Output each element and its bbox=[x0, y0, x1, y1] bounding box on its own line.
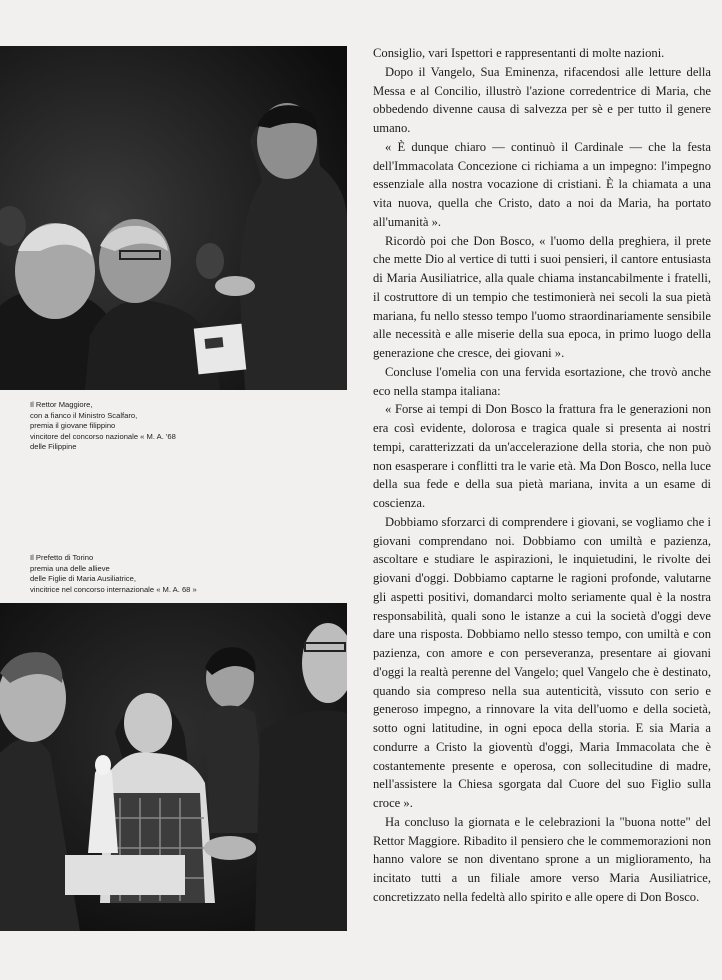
caption-line: premia una delle allieve bbox=[30, 563, 110, 573]
paragraph: Dobbiamo sforzarci di comprendere i giovani, se vogliamo che i giovani comprendano noi. Dobbiamo con umiltà e pazienza, ascoltare e studiare le aspirazioni, le inquietudini, le rivolte dei giovani d'oggi. Dobbiamo captarne le ragioni profonde, valutarne gli aspetti positivi, domandarci molto seriamente qual è la nostra responsabilità, quali sono le istanze a cui la società d'oggi deve dare una risposta. Dobbiamo nello stesso tempo, con umiltà e con pazienza, con amore e con perseveranza, presentare ai giovani d'oggi la realtà perenne del Vangelo; quel Vangelo che è destinato, quando sia compreso nella sua autenticità, vissuto con serio e generoso impegno, a rinnovare la vita dell'uomo e della società, sotto ogni latitudine, in ogni epoca della storia. E sia Maria a condurre a Cristo la gioventù d'oggi, Maria Immacolata che è costantemente presente e operosa, con sollecitudine di madre, nell'assistere la Chiesa sgorgata dal Cuore del suo Figlio sulla croce ». bbox=[373, 514, 711, 810]
caption-line: delle Filippine bbox=[30, 442, 77, 452]
award-ceremony-photo-icon bbox=[0, 603, 347, 931]
caption-line: Il Rettor Maggiore, bbox=[30, 400, 93, 409]
top-photo bbox=[0, 46, 347, 390]
caption-line: delle Figlie di Maria Ausiliatrice, bbox=[30, 574, 136, 584]
bottom-photo bbox=[0, 603, 347, 931]
paragraph: Consiglio, vari Ispettori e rappresentanti di molte nazioni. bbox=[373, 46, 665, 60]
caption-line: con a fianco il Ministro Scalfaro, bbox=[30, 410, 138, 420]
caption-line: vincitore del concorso nazionale « M. A. '68 bbox=[30, 431, 176, 441]
bottom-caption bbox=[30, 553, 197, 595]
top-caption bbox=[30, 400, 176, 453]
paragraph: « Forse ai tempi di Don Bosco la frattura fra le generazioni non era così evidente, dolorosa e tragica quale si presenta ai nostri tempi, caratterizzati da un'accelerazione della storia, che non può non esasperare i conflitti tra le varie età. Ma Don Bosco, nella luce della sua fede e della sua pietà mariana, invita a un esame di coscienza. bbox=[373, 402, 711, 510]
paragraph: « È dunque chiaro — continuò il Cardinale — che la festa dell'Immacolata Concezione ci richiama a un impegno: l'impegno essenziale alla nostra vocazione di cristiani. È la chiamata a una vita nuova, quella che Cristo, dato a noi da Maria, ha portato all'umanità ». bbox=[373, 139, 711, 229]
caption-line: Il Prefetto di Torino bbox=[30, 553, 94, 562]
award-ceremony-photo-icon bbox=[0, 46, 347, 390]
paragraph: Concluse l'omelia con una fervida esortazione, che trovò anche eco nella stampa italiana: bbox=[373, 364, 711, 398]
article-text bbox=[373, 44, 711, 907]
paragraph: Ricordò poi che Don Bosco, « l'uomo della preghiera, il prete che mette Dio al vertice di tutti i suoi pensieri, il cantore entusiasta di Maria Ausiliatrice, alla quale chiama instancabilmente i fratelli, il costruttore di un tempio che testimonierà nei secoli la sua pietà mariana, fu nello stesso tempo l'uomo straordinariamente sensibile alle necessità e alle miserie della sua epoca, in primo luogo della generazione che cresce, dei giovani ». bbox=[373, 233, 711, 360]
paragraph: Ha concluso la giornata e le celebrazioni la "buona notte" del Rettor Maggiore. Ribadito il pensiero che le commemorazioni non hanno valore se non diventano sprone a un miglioramento, ha incitato tutti a un filiale amore verso Maria Ausiliatrice, concretizzato nella fedeltà allo spirito e alle opere di Don Bosco. bbox=[373, 814, 711, 904]
paragraph: Dopo il Vangelo, Sua Eminenza, rifacendosi alle letture della Messa e al Concilio, illustrò l'azione corredentrice di Maria, che obbedendo divenne causa di salvezza per sè e per tutto il genere umano. bbox=[373, 64, 711, 135]
caption-line: premia il giovane filippino bbox=[30, 421, 116, 431]
caption-line: vincitrice nel concorso internazionale « M. A. 68 » bbox=[30, 584, 197, 594]
